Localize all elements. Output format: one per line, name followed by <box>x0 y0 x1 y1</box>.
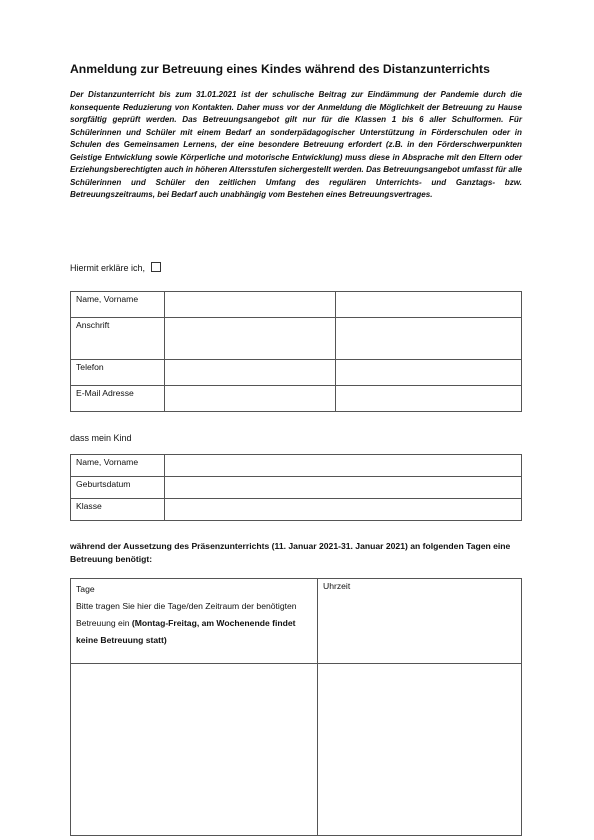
table-row <box>71 664 522 836</box>
parent-email-field[interactable] <box>165 386 336 412</box>
table-row <box>71 318 522 360</box>
declaration-line <box>70 262 161 273</box>
parent-phone-label: Telefon <box>71 360 165 386</box>
child-class-label: Klasse <box>71 499 165 521</box>
parent-name-field-2[interactable] <box>336 292 522 318</box>
table-row <box>71 360 522 386</box>
parent-name-field[interactable] <box>165 292 336 318</box>
days-entry-field[interactable] <box>71 664 318 836</box>
child-birthdate-label: Geburtsdatum <box>71 477 165 499</box>
child-name-label: Name, Vorname <box>71 455 165 477</box>
time-header-cell <box>318 579 522 664</box>
child-info-table <box>70 454 522 521</box>
table-row <box>71 477 522 499</box>
parent-email-field-2[interactable] <box>336 386 522 412</box>
parent-phone-field-2[interactable] <box>336 360 522 386</box>
table-row <box>71 292 522 318</box>
intro-paragraph: Der Distanzunterricht bis zum 31.01.2021 ist der schulische Beitrag zur Eindämmung der Pandemie durch die konsequente Reduzierung von Kontakten. Daher muss vor der Anmeldung die Möglichkeit der Betreuung zu Hause sorgfältig geprüft werden. Das Betreuungsangebot gilt nur für die Klassen 1 bis 6 aller Schulformen. Für Schülerinnen und Schüler mit einem Bedarf an sonderpädagogischer Unterstützung in Förderschulen oder in Schulen des Gemeinsamen Lernens, der eine besondere Betreuung erfordert (z.B. in den Förderschwerpunkten Geistige Entwicklung sowie Körperliche und motorische Entwicklung) muss diese in Absprache mit den Eltern oder Erziehungsberechtigten auch in höheren Altersstufen sichergestellt werden. Das Betreuungsangebot umfasst für alle Schülerinnen und Schüler den zeitlichen Umfang des regulären Unterrichts- und Ganztags- bzw. Betreuungszeitraums, bei Bedarf auch unabhängig vom Bestehen eines Betreuungsvertrages. <box>70 90 522 199</box>
days-note: (Montag-Freitag, am Wochenende findet keine Betreuung statt) <box>76 618 296 645</box>
parent-phone-field[interactable] <box>165 360 336 386</box>
parent-email-label: E-Mail Adresse <box>71 386 165 412</box>
child-intro-text: dass mein Kind <box>70 433 132 443</box>
table-row <box>71 386 522 412</box>
form-title: Anmeldung zur Betreuung eines Kindes während des Distanzunterrichts <box>70 62 490 76</box>
child-class-field[interactable] <box>165 499 522 521</box>
schedule-table <box>70 578 522 836</box>
parent-address-label: Anschrift <box>71 318 165 360</box>
table-row <box>71 455 522 477</box>
child-name-field[interactable] <box>165 455 522 477</box>
parent-name-label: Name, Vorname <box>71 292 165 318</box>
declaration-checkbox[interactable] <box>151 262 161 272</box>
time-header: Uhrzeit <box>323 581 351 591</box>
time-entry-field[interactable] <box>318 664 522 836</box>
table-row <box>71 499 522 521</box>
child-birthdate-field[interactable] <box>165 477 522 499</box>
days-header-cell <box>71 579 318 664</box>
declaration-text: Hiermit erkläre ich, <box>70 263 146 273</box>
days-header: Tage <box>76 584 95 594</box>
parent-info-table <box>70 291 522 412</box>
table-row <box>71 579 522 664</box>
days-instruction-text: Bitte tragen Sie hier die Tage/den Zeitraum der benötigten Betreuung ein <box>76 601 297 628</box>
days-instruction <box>76 598 312 649</box>
parent-address-field[interactable] <box>165 318 336 360</box>
parent-address-field-2[interactable] <box>336 318 522 360</box>
absence-text: während der Aussetzung des Präsenzunterrichts (11. Januar 2021-31. Januar 2021) an folgenden Tagen eine Betreuung benötigt: <box>70 541 511 564</box>
